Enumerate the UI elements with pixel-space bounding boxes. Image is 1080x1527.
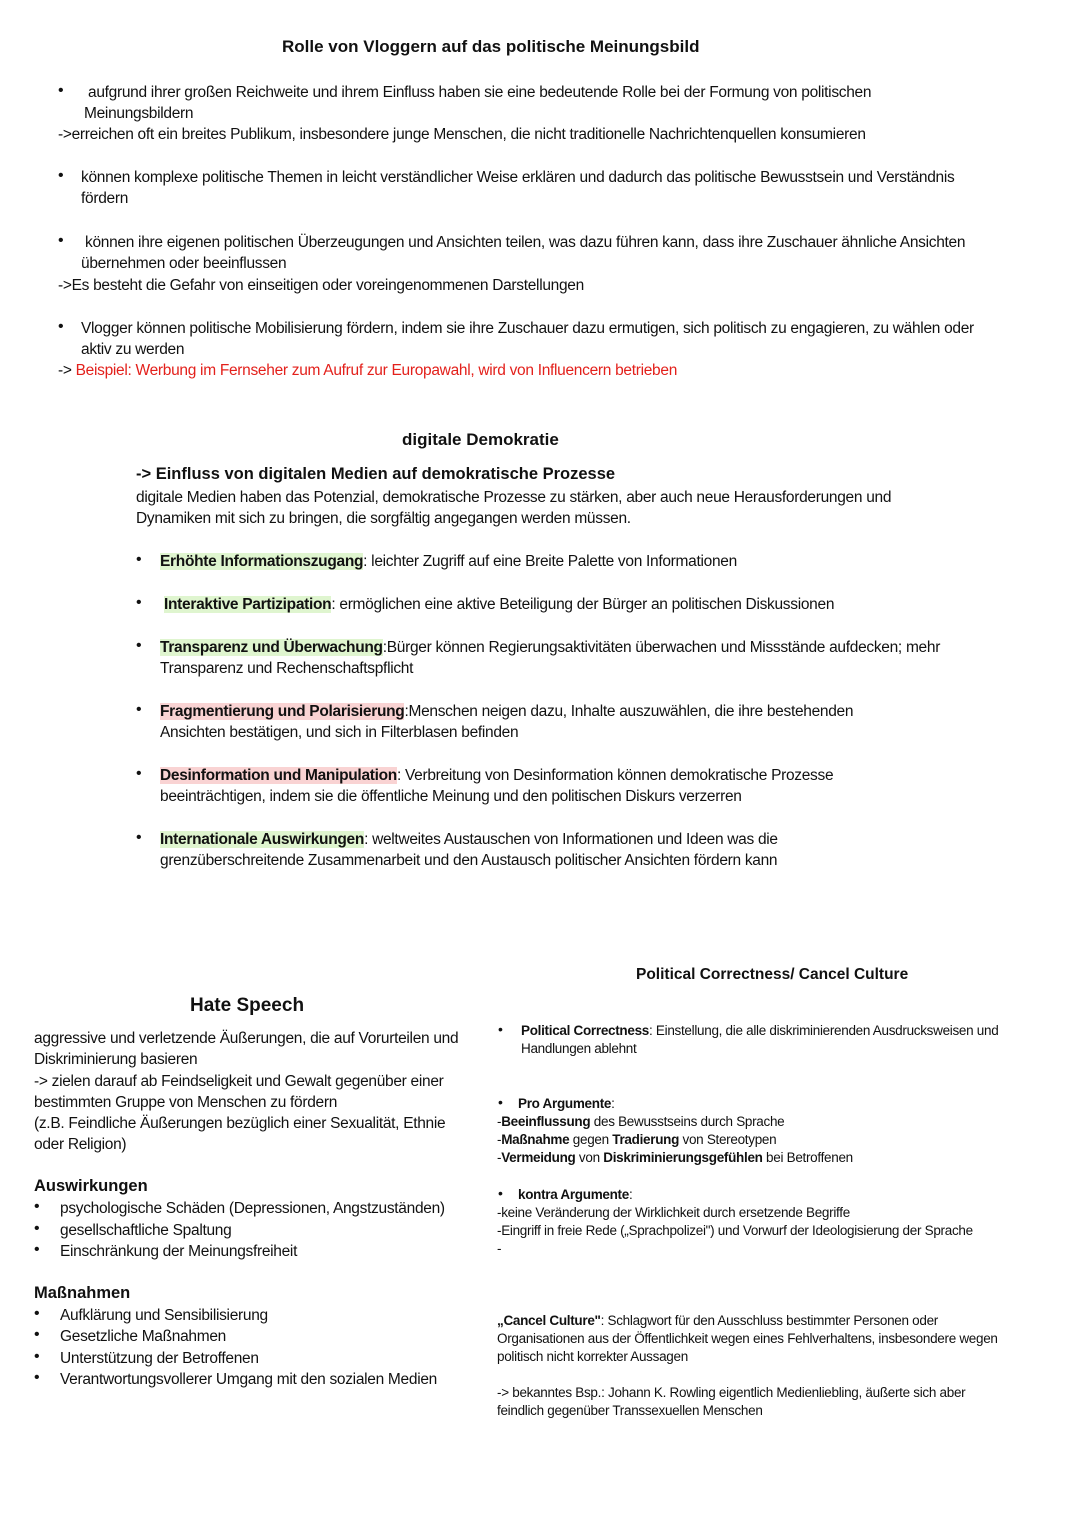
bullet-icon: • [136, 829, 142, 846]
pro-colon: : [611, 1096, 615, 1111]
bullet-icon: • [34, 1348, 40, 1365]
bullet-icon: • [34, 1220, 40, 1237]
vlogger-example [58, 360, 958, 381]
bullet-icon: • [498, 1094, 503, 1110]
digital-item [160, 701, 920, 743]
digital-title: digitale Demokratie [402, 430, 559, 449]
measure-item: Unterstützung der Betroffenen [60, 1350, 259, 1367]
digital-item-term: Desinformation und Manipulation [160, 767, 397, 784]
pc-title: Political Correctness/ Cancel Culture [636, 966, 909, 983]
bullet-icon: • [136, 765, 142, 782]
digital-item-term: Erhöhte Informationszugang [160, 553, 364, 570]
pro-term: Diskriminierungsgefühlen [603, 1150, 763, 1165]
pro-text: gegen [569, 1132, 613, 1147]
pro-dash: - [497, 1150, 502, 1165]
bullet-icon: • [58, 82, 64, 99]
bullet-icon: • [34, 1326, 40, 1343]
cancel-culture-example: -> bekanntes Bsp.: Johann K. Rowling eigentlich Medienliebling, äußerte sich aber feindlich gegenüber Transsexuellen Menschen [497, 1385, 966, 1418]
pc-definition [521, 1022, 1021, 1058]
effects-title: Auswirkungen [34, 1177, 148, 1195]
vlogger-note-2: ->Es besteht die Gefahr von einseitigen oder voreingenommenen Darstellungen [58, 277, 584, 294]
pro-item [497, 1131, 776, 1149]
bullet-icon: • [136, 594, 142, 611]
digital-item-text: : weltweites Austauschen von Informationen und Ideen was die grenzüberschreitende Zusammenarbeit und den Austausch politischer Ansichten fördern kann [160, 831, 778, 869]
digital-item-text: :Bürger können Regierungsaktivitäten überwachen und Missstände aufdecken; mehr Transparenz und Rechenschaftspflicht [160, 639, 941, 677]
contra-colon: : [628, 1187, 633, 1202]
digital-item-term: Internationale Auswirkungen [160, 831, 365, 848]
contra-item: -Eingriff in freie Rede („Sprachpolizei") und Vorwurf der Ideologisierung der Sprache [497, 1223, 973, 1238]
pro-term: Vermeidung [501, 1150, 576, 1165]
bullet-icon: • [136, 637, 142, 654]
digital-item-text: : ermöglichen eine aktive Beteiligung der Bürger an politischen Diskussionen [331, 596, 835, 613]
pro-text: bei Betroffenen [762, 1150, 853, 1165]
pro-text: des Bewusstseins durch Sprache [590, 1114, 785, 1129]
vlogger-point-3: können ihre eigenen politischen Überzeugungen und Ansichten teilen, was dazu führen kann, dass ihre Zuschauer ähnliche Ansichten übernehmen oder beeinflussen [81, 234, 966, 272]
vlogger-point-1: aufgrund ihrer großen Reichweite und ihrem Einfluss haben sie eine bedeutende Rolle bei der Formung von politischen Meinungsbildern [84, 84, 872, 122]
effect-item: gesellschaftliche Spaltung [60, 1222, 232, 1239]
hate-goal: -> zielen darauf ab Feindseligkeit und Gewalt gegenüber einer bestimmten Gruppe von Menschen zu fördern [34, 1073, 444, 1111]
pc-term: Political Correctness [521, 1023, 650, 1038]
bullet-icon: • [34, 1305, 40, 1322]
digital-subtitle: -> Einfluss von digitalen Medien auf demokratische Prozesse [136, 465, 616, 483]
contra-item: -keine Veränderung der Wirklichkeit durch ersetzende Begriffe [497, 1205, 850, 1220]
example-arrow: -> [58, 362, 72, 379]
effect-item: Einschränkung der Meinungsfreiheit [60, 1243, 298, 1260]
cc-term: „Cancel Culture" [497, 1313, 601, 1328]
pro-term: Maßnahme [501, 1132, 570, 1147]
example-text: Beispiel: Werbung im Fernseher zum Aufruf zur Europawahl, wird von Influencern betrieben [75, 362, 678, 379]
measures-title: Maßnahmen [34, 1284, 131, 1302]
effect-item: psychologische Schäden (Depressionen, Angstzuständen) [60, 1200, 445, 1217]
pro-term: Tradierung [612, 1132, 680, 1147]
measure-item: Gesetzliche Maßnahmen [60, 1328, 227, 1345]
digital-item [160, 637, 960, 679]
hate-title: Hate Speech [190, 995, 305, 1016]
vlogger-point-4: Vlogger können politische Mobilisierung fördern, indem sie ihre Zuschauer dazu ermutigen, sich politisch zu engagieren, zu wählen oder aktiv zu werden [81, 320, 974, 358]
bullet-icon: • [34, 1198, 40, 1215]
vlogger-note-1: ->erreichen oft ein breites Publikum, insbesondere junge Menschen, die nicht traditionelle Nachrichtenquellen konsumieren [58, 126, 866, 143]
cancel-culture-definition [497, 1312, 1002, 1366]
hate-definition: aggressive und verletzende Äußerungen, die auf Vorurteilen und Diskriminierung basieren [34, 1030, 459, 1068]
bullet-icon: • [498, 1021, 503, 1037]
contra-title-text: kontra Argumente [518, 1187, 629, 1202]
digital-item-text: : Verbreitung von Desinformation können demokratische Prozesse beeinträchtigen, indem sie die öffentliche Meinung und den politischen Diskurs verzerren [160, 767, 834, 805]
pro-text: von [575, 1150, 604, 1165]
contra-title [518, 1186, 632, 1204]
digital-item-text: : leichter Zugriff auf eine Breite Palette von Informationen [363, 553, 737, 570]
bullet-icon: • [136, 701, 142, 718]
contra-item: - [497, 1241, 502, 1256]
pro-title [518, 1095, 615, 1113]
digital-item [160, 829, 850, 871]
pro-text: von Stereotypen [679, 1132, 777, 1147]
pro-dash: - [497, 1132, 502, 1147]
digital-item-text: :Menschen neigen dazu, Inhalte auszuwählen, die ihre bestehenden Ansichten bestätigen, und sich in Filterblasen befinden [160, 703, 854, 741]
bullet-icon: • [136, 551, 142, 568]
digital-item [160, 765, 890, 807]
pc-def-text: : Einstellung, die alle diskriminierenden Ausdrucksweisen und Handlungen ablehnt [521, 1023, 999, 1056]
bullet-icon: • [58, 232, 64, 249]
digital-item-term: Fragmentierung und Polarisierung [160, 703, 405, 720]
pro-dash: - [497, 1114, 502, 1129]
digital-item [160, 551, 960, 572]
pro-title-text: Pro Argumente [518, 1096, 612, 1111]
vlogger-point-2: können komplexe politische Themen in leicht verständlicher Weise erklären und dadurch das politische Bewusstsein und Verständnis fördern [81, 169, 955, 207]
bullet-icon: • [498, 1185, 503, 1201]
bullet-icon: • [34, 1241, 40, 1258]
cc-def-text: : Schlagwort für den Ausschluss bestimmter Personen oder Organisationen aus der Öffentlichkeit wegen eines Fehlverhaltens, insbesondere wegen politisch nicht korrekter Aussagen [497, 1313, 998, 1364]
digital-item-term: Interaktive Partizipation [164, 596, 332, 613]
measure-item: Aufklärung und Sensibilisierung [60, 1307, 268, 1324]
pro-term: Beeinflussung [501, 1114, 591, 1129]
bullet-icon: • [34, 1369, 40, 1386]
pro-item [497, 1149, 853, 1167]
digital-item [164, 594, 964, 615]
bullet-icon: • [58, 318, 64, 335]
bullet-icon: • [58, 167, 64, 184]
digital-item-term: Transparenz und Überwachung [160, 639, 383, 656]
hate-example: (z.B. Feindliche Äußerungen bezüglich einer Sexualität, Ethnie oder Religion) [34, 1115, 446, 1153]
digital-intro: digitale Medien haben das Potenzial, demokratische Prozesse zu stärken, aber auch neue Herausforderungen und Dynamiken mit sich zu bringen, die sorgfältig angegangen werden müssen. [136, 489, 892, 527]
pro-item [497, 1113, 784, 1131]
vlogger-title: Rolle von Vloggern auf das politische Meinungsbild [282, 37, 700, 56]
measure-item: Verantwortungsvollerer Umgang mit den sozialen Medien [60, 1371, 437, 1388]
